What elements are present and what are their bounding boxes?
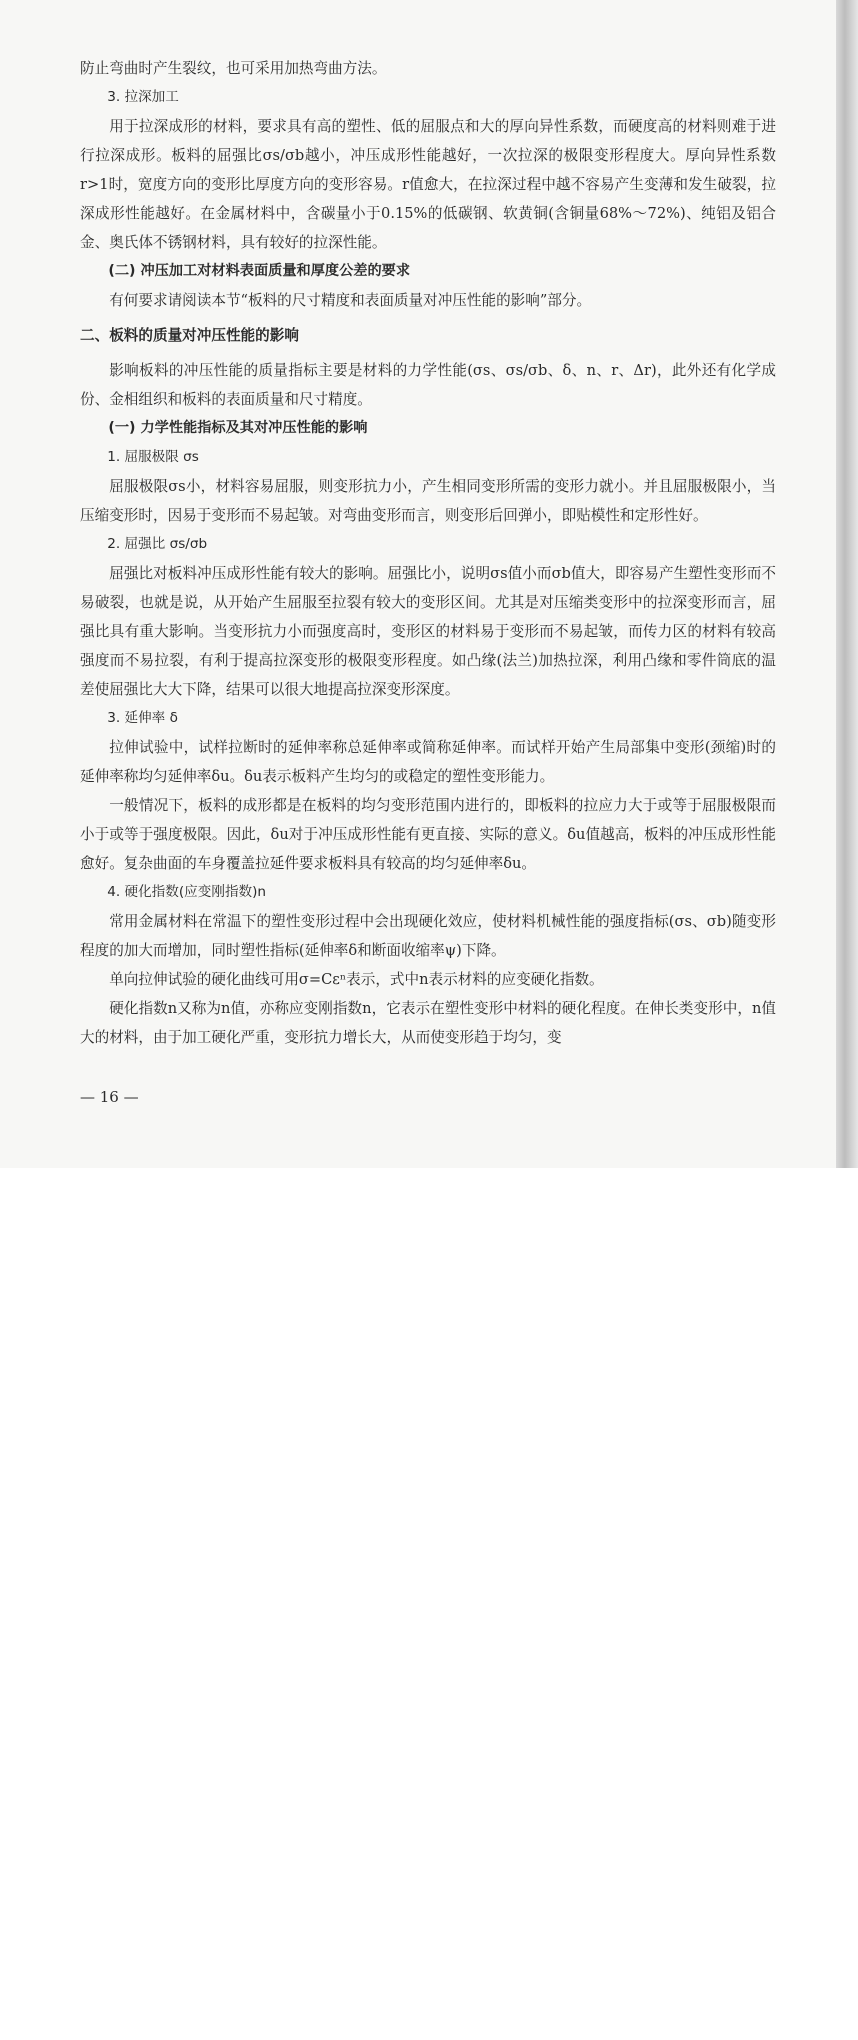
paragraph-elongation: 拉伸试验中，试样拉断时的延伸率称总延伸率或简称延伸率。而试样开始产生局部集中变形(颈缩)时的延伸率称均匀延伸率δu。δu表示板料产生均匀的或稳定的塑性变形能力。 (80, 739, 776, 785)
paragraph-uniform-elongation: 一般情况下，板料的成形都是在板料的均匀变形范围内进行的，即板料的拉应力大于或等于屈服极限而小于或等于强度极限。因此，δu对于冲压成形性能有更直接、实际的意义。δu值越高，板料的冲压成形性能愈好。复杂曲面的车身覆盖拉延件要求板料具有较高的均匀延伸率δu。 (80, 797, 776, 872)
paragraph-hardening-effect: 常用金属材料在常温下的塑性变形过程中会出现硬化效应，使材料机械性能的强度指标(σs、σb)随变形程度的加大而增加，同时塑性指标(延伸率δ和断面收缩率ψ)下降。 (80, 913, 776, 959)
paragraph-deep-drawing: 用于拉深成形的材料，要求具有高的塑性、低的屈服点和大的厚向异性系数，而硬度高的材料则难于进行拉深成形。板料的屈强比σs/σb越小，冲压成形性能越好，一次拉深的极限变形程度大。厚向异性系数r>1时，宽度方向的变形比厚度方向的变形容易。r值愈大，在拉深过程中越不容易产生变薄和发生破裂，拉深成形性能越好。在金属材料中，含碳量小于0.15%的低碳钢、软黄铜(含铜量68%～72%)、纯铝及铝合金、奥氏体不锈钢材料，具有较好的拉深性能。 (80, 118, 776, 251)
paragraph-quality-indicators: 影响板料的冲压性能的质量指标主要是材料的力学性能(σs、σs/σb、δ、n、r、Δr)，此外还有化学成份、金相组织和板料的表面质量和尺寸精度。 (80, 362, 776, 408)
subsection-heading-surface-quality: (二) 冲压加工对材料表面质量和厚度公差的要求 (108, 263, 411, 279)
paragraph-n-value: 硬化指数n又称为n值，亦称应变刚指数n，它表示在塑性变形中材料的硬化程度。在伸长类变形中，n值大的材料，由于加工硬化严重，变形抗力增长大，从而使变形趋于均匀，变 (80, 1000, 776, 1046)
paragraph-yield-limit: 屈服极限σs小，材料容易屈服，则变形抗力小，产生相同变形所需的变形力就小。并且屈服极限小，当压缩变形时，因易于变形而不易起皱。对弯曲变形而言，则变形后回弹小，即贴模性和定形性好。 (80, 478, 776, 524)
page-body (80, 54, 776, 1052)
item-heading-yield-ratio: 2. 屈强比 σs/σb (107, 536, 208, 552)
paragraph-hardening-curve: 单向拉伸试验的硬化曲线可用σ=Cεⁿ表示，式中n表示材料的应变硬化指数。 (109, 971, 604, 988)
section-heading-sheet-quality: 二、板料的质量对冲压性能的影响 (80, 327, 299, 344)
item-heading-elongation: 3. 延伸率 δ (107, 710, 178, 726)
page-edge-shadow (836, 0, 858, 1168)
item-heading-yield-limit: 1. 屈服极限 σs (107, 449, 199, 465)
subsection-heading-mechanical-properties: (一) 力学性能指标及其对冲压性能的影响 (108, 420, 368, 436)
item-heading-hardening-index: 4. 硬化指数(应变刚指数)n (107, 884, 267, 900)
paragraph-yield-ratio: 屈强比对板料冲压成形性能有较大的影响。屈强比小，说明σs值小而σb值大，即容易产生塑性变形而不易破裂，也就是说，从开始产生屈服至拉裂有较大的变形区间。尤其是对压缩类变形中的拉深变形而言，屈强比具有重大影响。当变形抗力小而强度高时，变形区的材料易于变形而不易起皱，而传力区的材料有较高强度而不易拉裂，有利于提高拉深变形的极限变形程度。如凸缘(法兰)加热拉深，利用凸缘和零件筒底的温差使屈强比大大下降，结果可以很大地提高拉深变形深度。 (80, 565, 776, 698)
paragraph-surface-quality: 有何要求请阅读本节“板料的尺寸精度和表面质量对冲压性能的影响”部分。 (109, 292, 592, 309)
page-number: — 16 — (80, 1088, 139, 1106)
paragraph-continuation: 防止弯曲时产生裂纹，也可采用加热弯曲方法。 (80, 60, 387, 77)
item-heading-deep-drawing: 3. 拉深加工 (107, 89, 179, 105)
